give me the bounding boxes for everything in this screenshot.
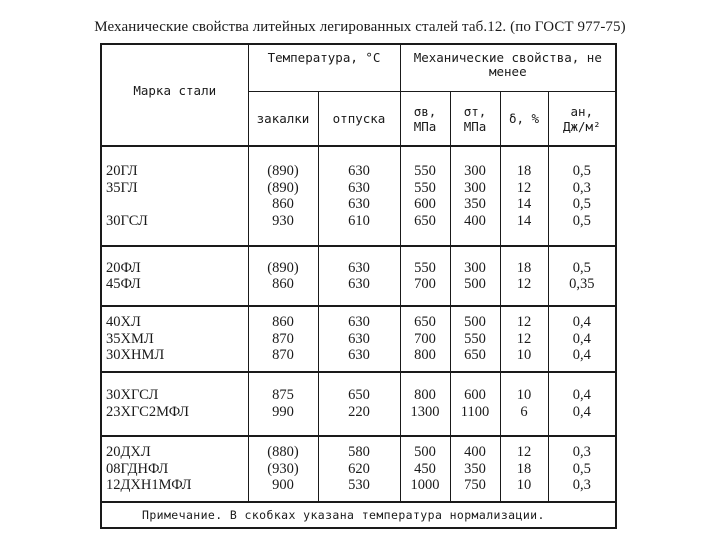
cell-value: 610 [348,212,370,229]
cell-value: 990 [272,403,294,420]
cell-stack [549,163,616,229]
cell-quench [248,436,318,502]
cell-value: 550 [414,179,436,196]
cell-value: 18 [516,460,532,477]
cell-value: 1300 [410,403,440,420]
cell-value: 12ДХН1МФЛ [106,477,192,494]
page-title: Механические свойства литейных легированных сталей таб.12. (по ГОСТ 977-75) [94,19,626,35]
cell-value: 860 [272,314,294,331]
cell-value: 0,4 [572,314,591,331]
cell-value: 0,5 [572,460,591,477]
table-note: Примечание. В скобках указана температура нормализации. [102,502,615,527]
cell-stack [319,314,400,364]
cell-sigma-b [400,246,450,305]
cell-sigma-t [450,246,500,305]
cell-sigma-b [400,306,450,372]
cell-value: 550 [414,259,436,276]
cell-delta [500,146,548,246]
cell-value: 580 [348,444,370,461]
header-sigma-b-symbol: σв, [413,103,437,119]
cell-value: (890) [267,163,299,180]
cell-value: 350 [464,196,486,213]
cell-stack [451,444,500,494]
cell-value: 20ФЛ [106,259,141,276]
cell-value: 300 [464,163,486,180]
cell-value: 40ХЛ [106,314,141,331]
cell-value: 870 [272,347,294,364]
cell-value: 45ФЛ [106,276,141,293]
cell-value: 650 [348,387,370,404]
cell-value: 6 [520,403,528,420]
cell-sigma-t [450,146,500,246]
header-quench: закалки [248,92,318,147]
cell-value: 30ХНМЛ [106,347,165,364]
cell-value: 0,3 [572,179,591,196]
cell-stack [451,163,500,229]
cell-value: 14 [516,196,532,213]
cell-value: 0,5 [572,163,591,180]
cell-stack [106,387,248,420]
cell-stack [501,387,548,420]
cell-stack [401,260,450,293]
cell-value: 630 [348,196,370,213]
cell-grade [102,436,248,502]
cell-value: 550 [464,330,486,347]
cell-stack [249,260,318,293]
cell-grade [102,146,248,246]
cell-stack [106,163,248,229]
cell-value: 630 [348,314,370,331]
cell-value: 400 [464,212,486,229]
cell-value: 350 [464,460,486,477]
cell-temper [318,372,400,436]
table-row [102,306,615,372]
cell-value: 800 [414,387,436,404]
cell-value: (930) [267,460,299,477]
cell-value: 630 [348,347,370,364]
cell-value: 23ХГС2МФЛ [106,403,189,420]
header-temper: отпуска [318,92,400,147]
cell-value: 900 [272,477,294,494]
cell-stack [549,387,616,420]
header-sigma-t-unit: МПа [463,118,487,134]
cell-value: 450 [414,460,436,477]
cell-value: 650 [414,314,436,331]
cell-stack [106,444,248,494]
header-grade: Марка стали [133,82,217,98]
table-row [102,146,615,246]
cell-value: 600 [414,196,436,213]
cell-value: 12 [516,276,532,293]
cell-stack [401,387,450,420]
cell-value: 500 [464,314,486,331]
cell-value: 20ДХЛ [106,444,151,461]
cell-value: 400 [464,444,486,461]
cell-value: 220 [348,403,370,420]
cell-stack [549,444,616,494]
cell-stack [319,444,400,494]
cell-stack [319,387,400,420]
cell-stack [319,260,400,293]
cell-value: 35ХМЛ [106,330,154,347]
cell-stack [319,163,400,229]
cell-value: 620 [348,460,370,477]
cell-value: 12 [516,314,532,331]
cell-value: 500 [414,444,436,461]
cell-value: 630 [348,163,370,180]
cell-value: 0,3 [572,477,591,494]
cell-delta [500,306,548,372]
cell-sigma-b [400,372,450,436]
header-sigma-b-unit: МПа [413,118,437,134]
cell-value: 750 [464,477,486,494]
cell-stack [401,444,450,494]
cell-value: 0,4 [572,387,591,404]
cell-value: 20ГЛ [106,163,138,180]
cell-value: 35ГЛ [106,179,138,196]
cell-delta [500,436,548,502]
cell-stack [501,444,548,494]
cell-quench [248,146,318,246]
cell-value: 10 [516,347,532,364]
cell-value: 860 [272,196,294,213]
cell-value: 12 [516,179,532,196]
cell-an [548,146,615,246]
cell-value: 600 [464,387,486,404]
cell-stack [549,260,616,293]
cell-value: 14 [516,212,532,229]
cell-value: 10 [516,477,532,494]
cell-value: 0,3 [572,444,591,461]
cell-value: 0,35 [569,276,595,293]
cell-grade [102,306,248,372]
header-sigma-b [400,92,450,147]
cell-quench [248,372,318,436]
cell-stack [249,314,318,364]
cell-an [548,246,615,305]
cell-value: 0,4 [572,403,591,420]
cell-value: 630 [348,330,370,347]
header-an-unit: Дж/м² [562,118,601,134]
cell-sigma-t [450,372,500,436]
cell-value: 860 [272,276,294,293]
cell-value: 0,5 [572,212,591,229]
cell-value: 0,4 [572,330,591,347]
table-row [102,372,615,436]
cell-an [548,372,615,436]
cell-stack [501,314,548,364]
cell-delta [500,372,548,436]
cell-stack [249,163,318,229]
header-an [548,92,615,147]
cell-value: 08ГДНФЛ [106,460,169,477]
cell-value: 10 [516,387,532,404]
cell-sigma-t [450,436,500,502]
cell-stack [106,260,248,293]
header-delta: δ, % [500,92,548,147]
cell-stack [401,163,450,229]
cell-grade [102,246,248,305]
cell-sigma-b [400,436,450,502]
cell-temper [318,306,400,372]
cell-value: 550 [414,163,436,180]
cell-value: 18 [516,259,532,276]
properties-table [100,43,617,529]
cell-delta [500,246,548,305]
cell-value: (890) [267,179,299,196]
cell-stack [501,260,548,293]
cell-value: 650 [464,347,486,364]
cell-value: 800 [414,347,436,364]
cell-stack [451,314,500,364]
cell-stack [106,314,248,364]
cell-value: 500 [464,276,486,293]
cell-value: 1000 [410,477,440,494]
cell-value: 875 [272,387,294,404]
cell-stack [501,163,548,229]
cell-value: 700 [414,330,436,347]
cell-value: 1100 [460,403,490,420]
cell-stack [249,444,318,494]
header-an-symbol: ан, [570,103,594,119]
cell-an [548,306,615,372]
cell-value: 0,4 [572,347,591,364]
cell-value: 300 [464,259,486,276]
cell-value: (880) [267,444,299,461]
header-mechanical: Механические свойства, не менее [400,45,615,92]
cell-value: 700 [414,276,436,293]
cell-value: 630 [348,259,370,276]
cell-value: 530 [348,477,370,494]
cell-value: 18 [516,163,532,180]
cell-value: 930 [272,212,294,229]
cell-value: 30ГСЛ [106,212,148,229]
cell-value: 0,5 [572,196,591,213]
header-sigma-t-symbol: σт, [463,103,487,119]
cell-quench [248,246,318,305]
header-sigma-t [450,92,500,147]
cell-value: 12 [516,330,532,347]
cell-value [106,196,248,213]
cell-value: 12 [516,444,532,461]
cell-temper [318,436,400,502]
cell-grade [102,372,248,436]
header-temperature: Температура, °С [248,45,400,92]
cell-stack [249,387,318,420]
cell-sigma-t [450,306,500,372]
cell-sigma-b [400,146,450,246]
cell-value: 630 [348,276,370,293]
cell-stack [451,387,500,420]
cell-an [548,436,615,502]
cell-stack [549,314,616,364]
cell-stack [451,260,500,293]
cell-temper [318,146,400,246]
table-body [102,146,615,502]
cell-value: 630 [348,179,370,196]
cell-value: 300 [464,179,486,196]
cell-stack [401,314,450,364]
cell-value: (890) [267,259,299,276]
cell-value: 650 [414,212,436,229]
cell-value: 0,5 [572,259,591,276]
cell-temper [318,246,400,305]
table-row [102,246,615,305]
table-row [102,436,615,502]
cell-value: 30ХГСЛ [106,387,159,404]
cell-quench [248,306,318,372]
cell-value: 870 [272,330,294,347]
